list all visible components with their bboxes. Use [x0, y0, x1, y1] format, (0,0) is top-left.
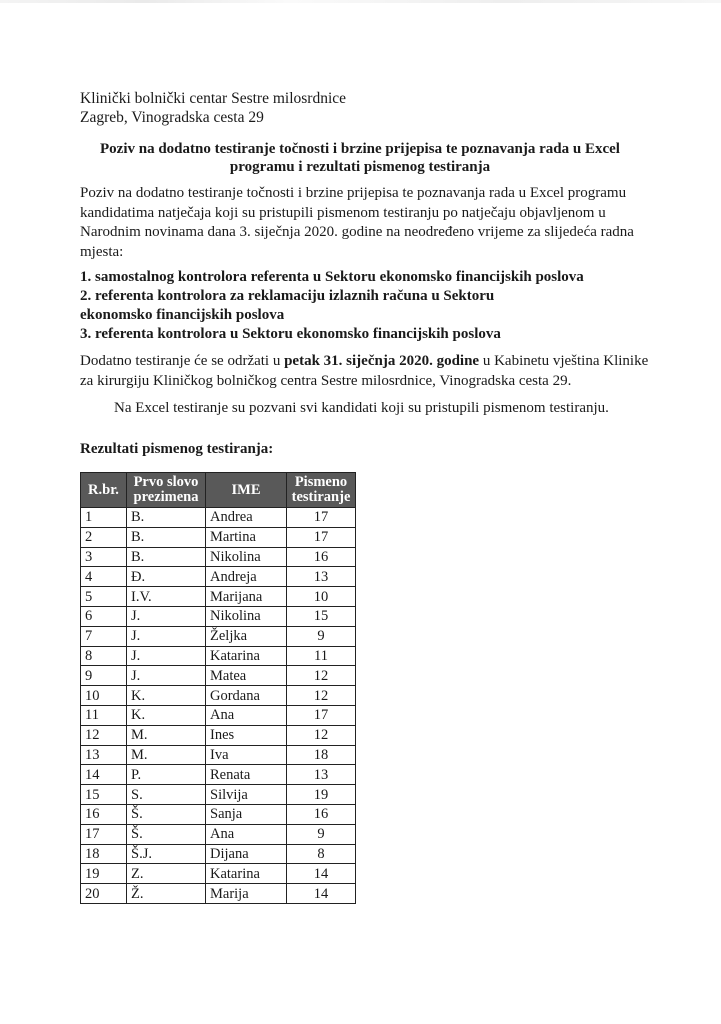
cell-number: 9 [81, 666, 127, 686]
schedule-suffix: u Kabinetu vještina Klinike za kirurgiju Kliničkog bolničkog centra Sestre milosrdnice, Vinogradska cesta 29. [80, 353, 649, 389]
cell-number: 18 [81, 844, 127, 864]
cell-name: Nikolina [206, 547, 287, 567]
table-row [81, 785, 356, 805]
cell-initial: J. [127, 606, 206, 626]
cell-score: 16 [287, 547, 356, 567]
cell-name: Matea [206, 666, 287, 686]
cell-score: 15 [287, 606, 356, 626]
cell-score: 8 [287, 844, 356, 864]
cell-name: Silvija [206, 785, 287, 805]
table-row [81, 646, 356, 666]
cell-initial: S. [127, 785, 206, 805]
cell-name: Renata [206, 765, 287, 785]
cell-number: 8 [81, 646, 127, 666]
table-row [81, 626, 356, 646]
cell-number: 3 [81, 547, 127, 567]
cell-name: Nikolina [206, 606, 287, 626]
cell-initial: Š.J. [127, 844, 206, 864]
cell-score: 14 [287, 864, 356, 884]
table-row [81, 864, 356, 884]
cell-number: 19 [81, 864, 127, 884]
cell-initial: K. [127, 705, 206, 725]
table-row [81, 606, 356, 626]
cell-number: 4 [81, 567, 127, 587]
position-item: 1. samostalnog kontrolora referenta u Sektoru ekonomsko financijskih poslova [80, 269, 584, 285]
results-table [80, 472, 356, 904]
cell-number: 16 [81, 804, 127, 824]
table-header-row [81, 473, 356, 508]
table-row [81, 705, 356, 725]
cell-initial: J. [127, 626, 206, 646]
cell-number: 20 [81, 884, 127, 904]
column-header-number: R.br. [81, 473, 127, 508]
cell-name: Iva [206, 745, 287, 765]
cell-initial: B. [127, 527, 206, 547]
cell-name: Martina [206, 527, 287, 547]
cell-name: Marijana [206, 587, 287, 607]
cell-number: 2 [81, 527, 127, 547]
cell-initial: B. [127, 508, 206, 528]
table-row [81, 686, 356, 706]
table-row [81, 547, 356, 567]
cell-score: 19 [287, 785, 356, 805]
table-row [81, 508, 356, 528]
table-row [81, 527, 356, 547]
cell-number: 13 [81, 745, 127, 765]
cell-score: 17 [287, 705, 356, 725]
table-row [81, 725, 356, 745]
position-item: 2. referenta kontrolora za reklamaciju izlaznih računa u Sektoru ekonomsko financijskih poslova [80, 288, 495, 323]
cell-name: Željka [206, 626, 287, 646]
cell-name: Gordana [206, 686, 287, 706]
table-row [81, 804, 356, 824]
table-row [81, 567, 356, 587]
scan-artifact [0, 0, 721, 3]
org-name: Klinički bolnički centar Sestre milosrdnice [80, 90, 347, 107]
title-line-1: Poziv na dodatno testiranje točnosti i brzine prijepisa te poznavanja rada u Excel [100, 141, 620, 157]
cell-score: 12 [287, 686, 356, 706]
cell-number: 15 [81, 785, 127, 805]
cell-score: 14 [287, 884, 356, 904]
cell-name: Andreja [206, 567, 287, 587]
table-row [81, 666, 356, 686]
cell-score: 10 [287, 587, 356, 607]
column-header-name: IME [206, 473, 287, 508]
cell-number: 7 [81, 626, 127, 646]
position-item: 3. referenta kontrolora u Sektoru ekonomsko financijskih poslova [80, 326, 501, 342]
cell-initial: Š. [127, 824, 206, 844]
cell-score: 17 [287, 527, 356, 547]
column-header-score: Pismeno testiranje [287, 473, 356, 508]
schedule-paragraph [80, 352, 650, 391]
table-row [81, 884, 356, 904]
intro-paragraph: Poziv na dodatno testiranje točnosti i brzine prijepisa te poznavanja rada u Excel programu kandidatima natječaja koji su pristupili pismenom testiranju po natječaju objavljenom u Narodnim novinama dana 3. siječnja 2020. godine na neodređeno vrijeme za slijedeća radna mjesta: [80, 185, 634, 260]
cell-name: Dijana [206, 844, 287, 864]
document-title [80, 140, 640, 176]
schedule-prefix: Dodatno testiranje će se održati u [80, 353, 285, 369]
cell-initial: J. [127, 666, 206, 686]
cell-initial: Š. [127, 804, 206, 824]
cell-initial: K. [127, 686, 206, 706]
table-row [81, 765, 356, 785]
cell-initial: J. [127, 646, 206, 666]
cell-number: 14 [81, 765, 127, 785]
cell-name: Katarina [206, 864, 287, 884]
cell-score: 9 [287, 824, 356, 844]
column-header-initial: Prvo slovo prezimena [127, 473, 206, 508]
cell-score: 12 [287, 666, 356, 686]
cell-name: Sanja [206, 804, 287, 824]
cell-number: 11 [81, 705, 127, 725]
cell-initial: B. [127, 547, 206, 567]
title-line-2: programu i rezultati pismenog testiranja [229, 159, 491, 175]
invitation-paragraph: Na Excel testiranje su pozvani svi kandidati koji su pristupili pismenom testiranju. [114, 400, 609, 416]
cell-score: 9 [287, 626, 356, 646]
cell-score: 13 [287, 567, 356, 587]
results-heading: Rezultati pismenog testiranja: [80, 441, 274, 457]
cell-initial: P. [127, 765, 206, 785]
cell-number: 17 [81, 824, 127, 844]
cell-number: 12 [81, 725, 127, 745]
cell-score: 18 [287, 745, 356, 765]
cell-score: 11 [287, 646, 356, 666]
cell-initial: M. [127, 725, 206, 745]
cell-initial: Ž. [127, 884, 206, 904]
cell-score: 17 [287, 508, 356, 528]
results-table-body [81, 508, 356, 904]
cell-initial: I.V. [127, 587, 206, 607]
table-row [81, 824, 356, 844]
cell-name: Andrea [206, 508, 287, 528]
cell-name: Ines [206, 725, 287, 745]
cell-score: 12 [287, 725, 356, 745]
cell-score: 16 [287, 804, 356, 824]
cell-name: Marija [206, 884, 287, 904]
cell-initial: Đ. [127, 567, 206, 587]
table-row [81, 844, 356, 864]
cell-number: 5 [81, 587, 127, 607]
cell-name: Ana [206, 705, 287, 725]
cell-number: 1 [81, 508, 127, 528]
cell-number: 10 [81, 686, 127, 706]
cell-name: Katarina [206, 646, 287, 666]
cell-number: 6 [81, 606, 127, 626]
schedule-date: petak 31. siječnja 2020. godine [284, 353, 480, 369]
table-row [81, 745, 356, 765]
cell-name: Ana [206, 824, 287, 844]
cell-score: 13 [287, 765, 356, 785]
positions-list [80, 268, 640, 344]
cell-initial: M. [127, 745, 206, 765]
cell-initial: Z. [127, 864, 206, 884]
table-row [81, 587, 356, 607]
organization-header [80, 89, 346, 127]
org-address: Zagreb, Vinogradska cesta 29 [80, 109, 264, 126]
